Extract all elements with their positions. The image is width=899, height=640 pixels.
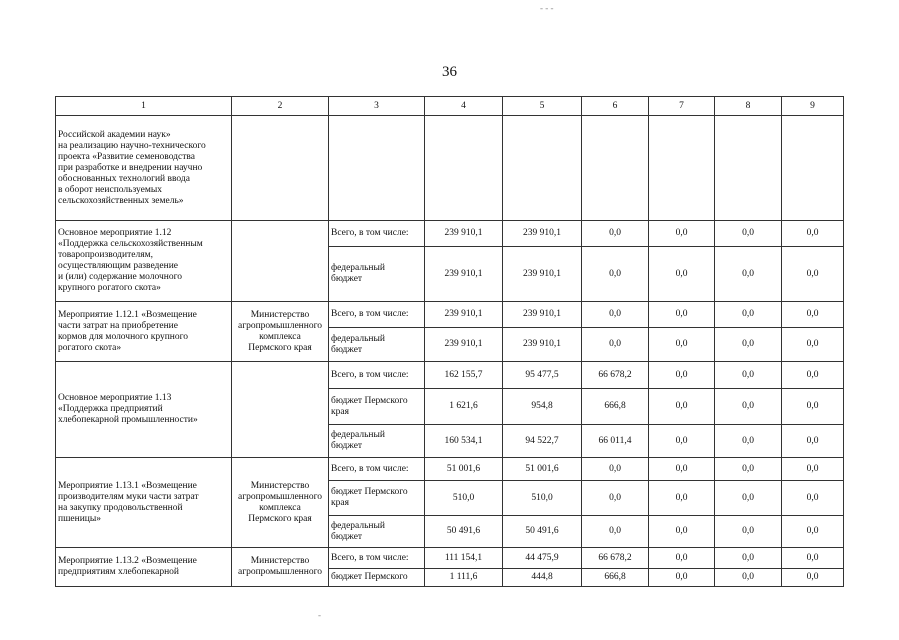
funding-source: бюджет Пермского края bbox=[329, 481, 425, 516]
header-row bbox=[56, 97, 844, 116]
measure-name: Мероприятие 1.13.1 «Возмещение производителям муки части затрат на закупку продовольственной пшеницы» bbox=[56, 458, 232, 548]
value-cell: 0,0 bbox=[582, 221, 649, 247]
value-cell: 0,0 bbox=[649, 362, 715, 389]
value-cell: 0,0 bbox=[582, 516, 649, 548]
funding-source: Всего, в том числе: bbox=[329, 362, 425, 389]
value-cell: 0,0 bbox=[715, 425, 782, 458]
empty-cell bbox=[503, 116, 582, 221]
measure-name: Мероприятие 1.12.1 «Возмещение части затрат на приобретение кормов для молочного крупного рогатого скота» bbox=[56, 302, 232, 362]
table-row bbox=[56, 458, 844, 481]
empty-cell bbox=[232, 116, 329, 221]
value-cell: 94 522,7 bbox=[503, 425, 582, 458]
page-number: 36 bbox=[442, 64, 457, 80]
value-cell: 66 678,2 bbox=[582, 362, 649, 389]
value-cell: 0,0 bbox=[715, 328, 782, 362]
executor-cell: Министерство агропромышленного комплекса Пермского края bbox=[232, 458, 329, 548]
funding-source: Всего, в том числе: bbox=[329, 548, 425, 569]
column-header: 7 bbox=[649, 97, 715, 116]
bottom-scan-mark: - bbox=[318, 610, 321, 620]
funding-source: федеральный бюджет bbox=[329, 328, 425, 362]
funding-source: федеральный бюджет bbox=[329, 425, 425, 458]
executor-cell bbox=[232, 362, 329, 458]
table-row bbox=[56, 221, 844, 247]
funding-source: Всего, в том числе: bbox=[329, 221, 425, 247]
value-cell: 0,0 bbox=[782, 389, 844, 425]
value-cell: 50 491,6 bbox=[425, 516, 503, 548]
executor-cell bbox=[232, 221, 329, 302]
value-cell: 666,8 bbox=[582, 569, 649, 587]
column-header: 6 bbox=[582, 97, 649, 116]
table-row bbox=[56, 362, 844, 389]
funding-source: Всего, в том числе: bbox=[329, 458, 425, 481]
value-cell: 0,0 bbox=[782, 247, 844, 302]
empty-cell bbox=[649, 116, 715, 221]
measure-name: Мероприятие 1.13.2 «Возмещение предприятиям хлебопекарной bbox=[56, 548, 232, 587]
value-cell: 0,0 bbox=[649, 548, 715, 569]
value-cell: 51 001,6 bbox=[503, 458, 582, 481]
value-cell: 0,0 bbox=[582, 328, 649, 362]
value-cell: 954,8 bbox=[503, 389, 582, 425]
column-header: 5 bbox=[503, 97, 582, 116]
value-cell: 0,0 bbox=[782, 548, 844, 569]
funding-source: федеральный бюджет bbox=[329, 516, 425, 548]
value-cell: 0,0 bbox=[582, 302, 649, 328]
value-cell: 0,0 bbox=[649, 516, 715, 548]
measure-name: Основное мероприятие 1.13 «Поддержка предприятий хлебопекарной промышленности» bbox=[56, 362, 232, 458]
budget-table bbox=[55, 96, 844, 587]
value-cell: 666,8 bbox=[582, 389, 649, 425]
value-cell: 0,0 bbox=[582, 481, 649, 516]
column-header: 9 bbox=[782, 97, 844, 116]
value-cell: 95 477,5 bbox=[503, 362, 582, 389]
value-cell: 0,0 bbox=[649, 481, 715, 516]
value-cell: 0,0 bbox=[715, 569, 782, 587]
value-cell: 0,0 bbox=[649, 328, 715, 362]
value-cell: 0,0 bbox=[649, 247, 715, 302]
value-cell: 1 621,6 bbox=[425, 389, 503, 425]
column-header: 1 bbox=[56, 97, 232, 116]
value-cell: 239 910,1 bbox=[425, 247, 503, 302]
value-cell: 0,0 bbox=[715, 362, 782, 389]
value-cell: 50 491,6 bbox=[503, 516, 582, 548]
value-cell: 0,0 bbox=[649, 569, 715, 587]
value-cell: 0,0 bbox=[782, 425, 844, 458]
value-cell: 0,0 bbox=[715, 389, 782, 425]
table-row bbox=[56, 302, 844, 328]
value-cell: 510,0 bbox=[425, 481, 503, 516]
value-cell: 162 155,7 bbox=[425, 362, 503, 389]
value-cell: 44 475,9 bbox=[503, 548, 582, 569]
executor-cell: Министерство агропромышленного bbox=[232, 548, 329, 587]
empty-cell bbox=[715, 116, 782, 221]
value-cell: 0,0 bbox=[715, 458, 782, 481]
value-cell: 239 910,1 bbox=[425, 328, 503, 362]
table-row bbox=[56, 116, 844, 221]
funding-source: бюджет Пермского края bbox=[329, 389, 425, 425]
table-body bbox=[56, 97, 844, 587]
measure-name: Основное мероприятие 1.12 «Поддержка сельскохозяйственным товаропроизводителям, осуществляющим разведение и (или) содержание молочного крупного рогатого скота» bbox=[56, 221, 232, 302]
value-cell: 0,0 bbox=[715, 481, 782, 516]
value-cell: 239 910,1 bbox=[503, 302, 582, 328]
empty-cell bbox=[582, 116, 649, 221]
top-scan-mark: - - - bbox=[540, 3, 554, 13]
empty-cell bbox=[782, 116, 844, 221]
value-cell: 0,0 bbox=[782, 328, 844, 362]
value-cell: 0,0 bbox=[649, 425, 715, 458]
value-cell: 0,0 bbox=[782, 569, 844, 587]
column-header: 4 bbox=[425, 97, 503, 116]
value-cell: 239 910,1 bbox=[503, 247, 582, 302]
value-cell: 1 111,6 bbox=[425, 569, 503, 587]
value-cell: 0,0 bbox=[715, 247, 782, 302]
value-cell: 239 910,1 bbox=[503, 221, 582, 247]
value-cell: 0,0 bbox=[782, 362, 844, 389]
value-cell: 0,0 bbox=[582, 247, 649, 302]
value-cell: 0,0 bbox=[715, 548, 782, 569]
value-cell: 0,0 bbox=[582, 458, 649, 481]
value-cell: 66 678,2 bbox=[582, 548, 649, 569]
value-cell: 111 154,1 bbox=[425, 548, 503, 569]
value-cell: 0,0 bbox=[715, 302, 782, 328]
measure-name: Российской академии наук» на реализацию научно-технического проекта «Развитие семеноводства при разработке и внедрении научно обоснованных технологий ввода в оборот неиспользуемых сельскохозяйственных земель» bbox=[56, 116, 232, 221]
table-row bbox=[56, 548, 844, 569]
value-cell: 0,0 bbox=[782, 481, 844, 516]
value-cell: 0,0 bbox=[649, 302, 715, 328]
value-cell: 239 910,1 bbox=[503, 328, 582, 362]
value-cell: 510,0 bbox=[503, 481, 582, 516]
empty-cell bbox=[425, 116, 503, 221]
value-cell: 0,0 bbox=[782, 302, 844, 328]
value-cell: 0,0 bbox=[715, 516, 782, 548]
value-cell: 0,0 bbox=[649, 221, 715, 247]
funding-source: федеральный бюджет bbox=[329, 247, 425, 302]
value-cell: 0,0 bbox=[649, 389, 715, 425]
column-header: 8 bbox=[715, 97, 782, 116]
value-cell: 0,0 bbox=[782, 458, 844, 481]
column-header: 2 bbox=[232, 97, 329, 116]
value-cell: 239 910,1 bbox=[425, 302, 503, 328]
value-cell: 0,0 bbox=[715, 221, 782, 247]
value-cell: 0,0 bbox=[782, 516, 844, 548]
funding-source: Всего, в том числе: bbox=[329, 302, 425, 328]
value-cell: 66 011,4 bbox=[582, 425, 649, 458]
executor-cell: Министерство агропромышленного комплекса Пермского края bbox=[232, 302, 329, 362]
value-cell: 0,0 bbox=[649, 458, 715, 481]
value-cell: 160 534,1 bbox=[425, 425, 503, 458]
value-cell: 239 910,1 bbox=[425, 221, 503, 247]
value-cell: 444,8 bbox=[503, 569, 582, 587]
column-header: 3 bbox=[329, 97, 425, 116]
empty-cell bbox=[329, 116, 425, 221]
value-cell: 51 001,6 bbox=[425, 458, 503, 481]
value-cell: 0,0 bbox=[782, 221, 844, 247]
funding-source: бюджет Пермского bbox=[329, 569, 425, 587]
